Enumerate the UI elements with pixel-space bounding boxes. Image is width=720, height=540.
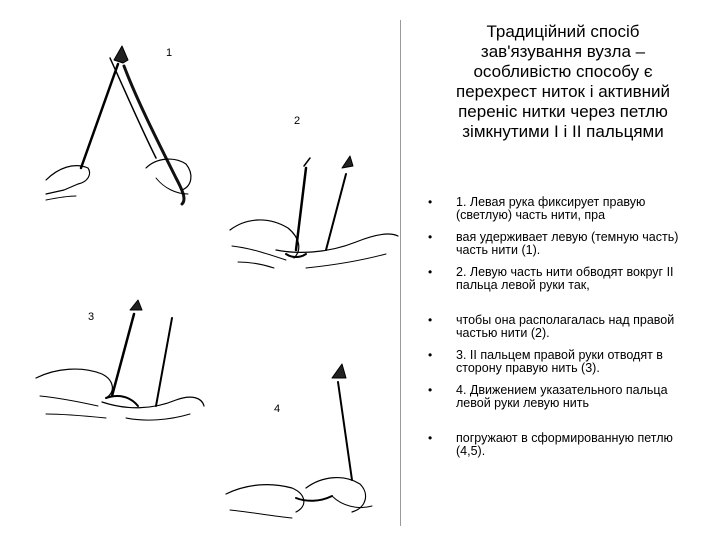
figure-number-4: 4 [274, 403, 281, 415]
figure-4-drawing [226, 364, 372, 518]
figure-3-drawing [36, 300, 204, 420]
page-title [418, 22, 708, 142]
title-line: зав'язування вузла – [480, 42, 646, 61]
suture-knot-illustrations [6, 18, 402, 526]
step-item: • 3. II пальцем правой руки отводят в сторону правую нить (3). [428, 349, 690, 375]
figure-1-drawing [46, 46, 191, 204]
steps-list [428, 196, 690, 458]
title-line: Традиційний спосіб [486, 22, 640, 41]
figure-number-3: 3 [88, 311, 95, 323]
figure-number-1: 1 [166, 47, 173, 59]
figure-2-drawing [230, 156, 398, 268]
figure-number-2: 2 [294, 115, 301, 127]
illustration-panel [6, 18, 402, 526]
step-item: • 2. Левую часть нити обводят вокруг II пальца левой руки так, [428, 266, 690, 292]
title-line: зімкнутими I і II пальцями [462, 122, 664, 141]
title-line: переніс нитки через петлю [458, 102, 668, 121]
step-item: • погружают в сформированную петлю (4,5). [428, 432, 690, 458]
step-item: • 1. Левая рука фиксирует правую (светлую) часть нити, пра [428, 196, 690, 222]
step-item: • чтобы она располагалась над правой частью нити (2). [428, 314, 690, 340]
title-line: особливістю способу є [473, 62, 653, 81]
step-item: • 4. Движением указательного пальца левой руки левую нить [428, 384, 690, 410]
step-item: • вая удерживает левую (темную часть) часть нити (1). [428, 231, 690, 257]
title-line: перехрест ниток і активний [456, 82, 670, 101]
divider [400, 20, 401, 526]
